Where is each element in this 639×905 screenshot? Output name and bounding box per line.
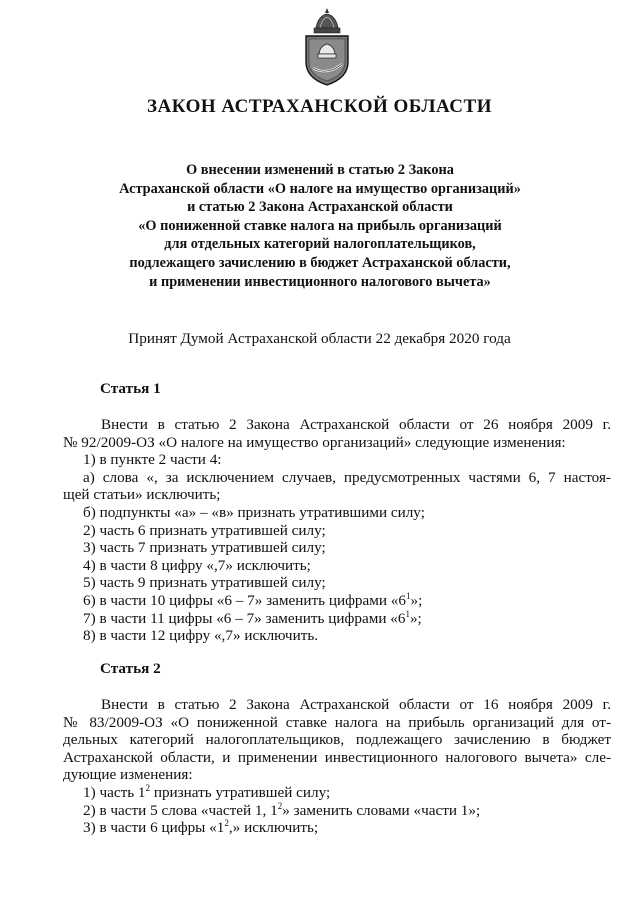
list-item-continuation: щей статьи» исключить; xyxy=(63,486,221,504)
list-item xyxy=(63,610,611,628)
list-item: 2) часть 6 признать утратившей силу; xyxy=(83,521,326,539)
item-text: 7) в части 11 цифры «6 – 7» заменить цифрами «6 xyxy=(83,609,406,627)
item-text: ,» исключить; xyxy=(228,819,319,837)
article-1-heading: Статья 1 xyxy=(100,380,161,397)
subtitle-line: для отдельных категорий налогоплательщиков, xyxy=(164,236,476,253)
list-item: 5) часть 9 признать утратившей силу; xyxy=(83,574,326,592)
list-item xyxy=(63,802,611,820)
article-2-intro-line: Астраханской области, и применении инвестиционного налогового вычета» сле- xyxy=(63,748,611,766)
article-2-intro-line: № 83/2009-ОЗ «О пониженной ставке налога на прибыль организаций для от- xyxy=(63,713,611,731)
item-text: 2) в части 5 слова «частей 1, 1 xyxy=(83,801,278,819)
list-item: 3) часть 7 признать утратившей силу; xyxy=(83,539,326,557)
superscript: 1 xyxy=(406,590,411,601)
item-text: признать утратившей силу; xyxy=(150,783,331,801)
adoption-statement: Принят Думой Астраханской области 22 декабря 2020 года xyxy=(128,330,511,347)
law-subtitle xyxy=(90,161,550,291)
item-text: » заменить словами «части 1»; xyxy=(282,801,481,819)
article-1-intro-line: Внести в статью 2 Закона Астраханской области от 26 ноября 2009 г. xyxy=(101,416,611,433)
list-item xyxy=(63,592,611,610)
list-item: 4) в части 8 цифру «,7» исключить; xyxy=(83,556,311,574)
item-text: 1) часть 1 xyxy=(83,783,146,801)
subtitle-line: и применении инвестиционного налогового вычета» xyxy=(149,273,491,290)
article-2-body xyxy=(63,696,611,837)
superscript: 2 xyxy=(277,800,283,811)
subtitle-line: подлежащего зачислению в бюджет Астраханской области, xyxy=(129,254,511,271)
article-1-intro-line: № 92/2009-ОЗ «О налоге на имущество организаций» следующие изменения: xyxy=(63,433,566,451)
list-item: б) подпункты «а» – «в» признать утратившими силу; xyxy=(83,503,425,521)
list-item: 8) в части 12 цифру «,7» исключить. xyxy=(83,627,319,645)
item-text: »; xyxy=(409,609,422,627)
article-2-intro-line: дельных категорий налогоплательщиков, подлежащего зачислению в бюджет xyxy=(63,731,611,749)
article-2-intro-line: дующие изменения: xyxy=(63,766,193,784)
coat-of-arms-emblem xyxy=(296,6,358,88)
superscript: 2 xyxy=(145,782,151,793)
article-2-heading: Статья 2 xyxy=(100,660,161,677)
item-text: »; xyxy=(410,591,423,609)
item-text: 3) в части 6 цифры «1 xyxy=(83,819,225,837)
article-2-intro-line: Внести в статью 2 Закона Астраханской области от 16 ноября 2009 г. xyxy=(101,696,611,713)
list-item: а) слова «, за исключением случаев, предусмотренных частями 6, 7 настоя- xyxy=(83,468,611,486)
item-text: 6) в части 10 цифры «6 – 7» заменить цифрами «6 xyxy=(83,591,406,609)
list-item xyxy=(63,819,611,837)
list-item xyxy=(63,784,611,802)
law-title: ЗАКОН АСТРАХАНСКОЙ ОБЛАСТИ xyxy=(147,96,492,117)
subtitle-line: и статью 2 Закона Астраханской области xyxy=(187,199,453,216)
superscript: 1 xyxy=(405,608,410,619)
subtitle-line: «О пониженной ставке налога на прибыль организаций xyxy=(138,217,502,234)
list-item: 1) в пункте 2 части 4: xyxy=(83,451,222,469)
article-1-body xyxy=(63,416,611,645)
subtitle-line: Астраханской области «О налоге на имущество организаций» xyxy=(119,180,521,197)
superscript: 2 xyxy=(224,818,229,829)
subtitle-line: О внесении изменений в статью 2 Закона xyxy=(186,162,454,178)
